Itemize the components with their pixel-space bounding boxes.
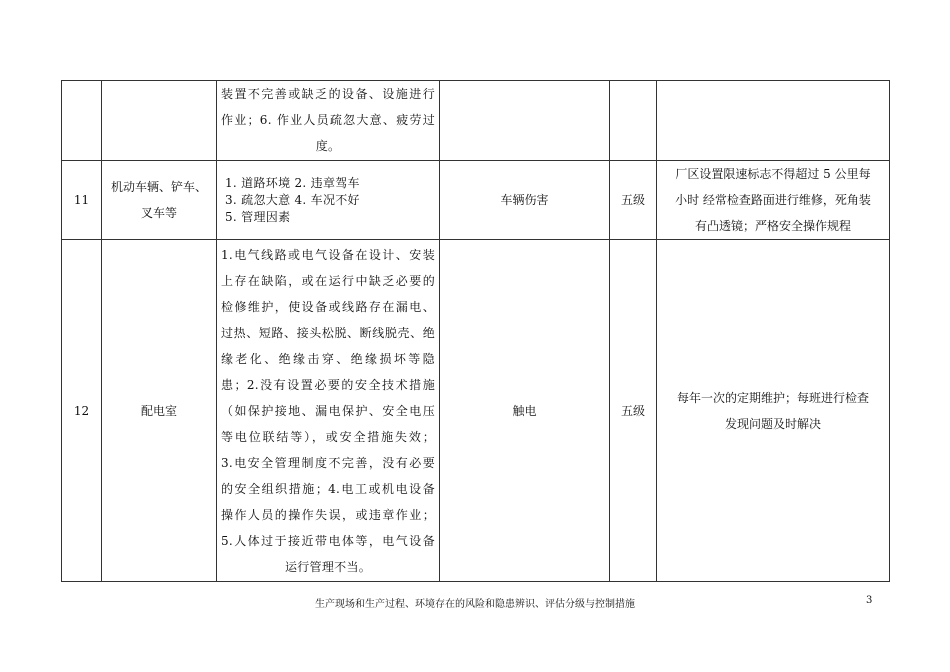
hazard-line: 患；2.没有设置必要的安全技术措施 <box>221 377 435 392</box>
hazard-line: 操作人员的操作失误，或违章作业； <box>221 507 435 522</box>
table-row <box>62 81 890 161</box>
hazard-line: 的安全组织措施；4.电工或机电设备 <box>221 481 435 496</box>
hazard-line: 缘老化、绝缘击穿、绝缘损坏等隐 <box>221 351 435 366</box>
place-cell <box>102 161 217 240</box>
row-number-cell <box>62 240 102 582</box>
hazard-line: 3.电安全管理制度不完善，没有必要 <box>221 455 435 470</box>
row-number-cell <box>62 161 102 240</box>
place-line: 叉车等 <box>140 206 177 220</box>
hazard-line: 装置不完善或缺乏的设备、设施进行 <box>221 87 435 101</box>
table-row <box>62 240 890 582</box>
hazard-line: 1.电气线路或电气设备在设计、安装 <box>221 247 435 262</box>
accident-cell <box>440 240 610 582</box>
measures-cell <box>657 81 890 161</box>
footer-title: 生产现场和生产过程、环境存在的风险和隐患辨识、评估分级与控制措施 <box>315 599 635 610</box>
risk-level: 五级 <box>620 403 645 418</box>
accident-type: 车辆伤害 <box>500 193 549 207</box>
place-line: 配电室 <box>140 403 177 418</box>
hazard-line: 检修维护，使设备或线路存在漏电、 <box>221 299 435 314</box>
risk-table <box>61 80 890 582</box>
level-cell <box>610 81 657 161</box>
measure-line: 厂区设置限速标志不得超过 5 公里每 <box>675 167 871 181</box>
hazard-line: 1. 道路环境 2. 违章驾车 <box>225 175 360 190</box>
measure-line: 每年一次的定期维护；每班进行检查 <box>676 390 869 405</box>
hazard-cell <box>217 161 440 240</box>
place-line: 机动车辆、铲车、 <box>110 180 207 194</box>
measure-line: 有凸透镜；严格安全操作规程 <box>694 219 851 233</box>
hazard-line: 5. 管理因素 <box>225 209 291 224</box>
hazard-line: 5.人体过于接近带电体等，电气设备 <box>221 533 435 548</box>
hazard-line: 3. 疏忽大意 4. 车况不好 <box>225 192 360 207</box>
table-row <box>62 161 890 240</box>
row-number: 12 <box>73 403 90 418</box>
hazard-line: 上存在缺陷，或在运行中缺乏必要的 <box>221 273 435 288</box>
place-cell <box>102 240 217 582</box>
measure-line: 小时 经常检查路面进行维修，死角装 <box>675 193 871 207</box>
risk-level: 五级 <box>620 193 645 207</box>
accident-type: 触电 <box>512 403 537 418</box>
hazard-line: 度。 <box>315 139 341 153</box>
measures-cell <box>657 161 890 240</box>
measure-line: 发现问题及时解决 <box>724 416 821 431</box>
row-number-cell <box>62 81 102 161</box>
hazard-cell <box>217 81 440 161</box>
place-cell <box>102 81 217 161</box>
accident-cell <box>440 81 610 161</box>
row-number: 11 <box>73 193 90 207</box>
page-number: 3 <box>866 595 873 606</box>
hazard-line: 过热、短路、接头松脱、断线脱壳、绝 <box>221 325 435 340</box>
accident-cell <box>440 161 610 240</box>
hazard-line: 等电位联结等），或安全措施失效； <box>221 429 435 444</box>
level-cell <box>610 240 657 582</box>
hazard-line: 作业；6. 作业人员疏忽大意、疲劳过 <box>221 113 435 127</box>
hazard-line: 运行管理不当。 <box>284 559 372 574</box>
level-cell <box>610 161 657 240</box>
measures-cell <box>657 240 890 582</box>
hazard-line: （如保护接地、漏电保护、安全电压 <box>221 403 435 418</box>
hazard-cell <box>217 240 440 582</box>
